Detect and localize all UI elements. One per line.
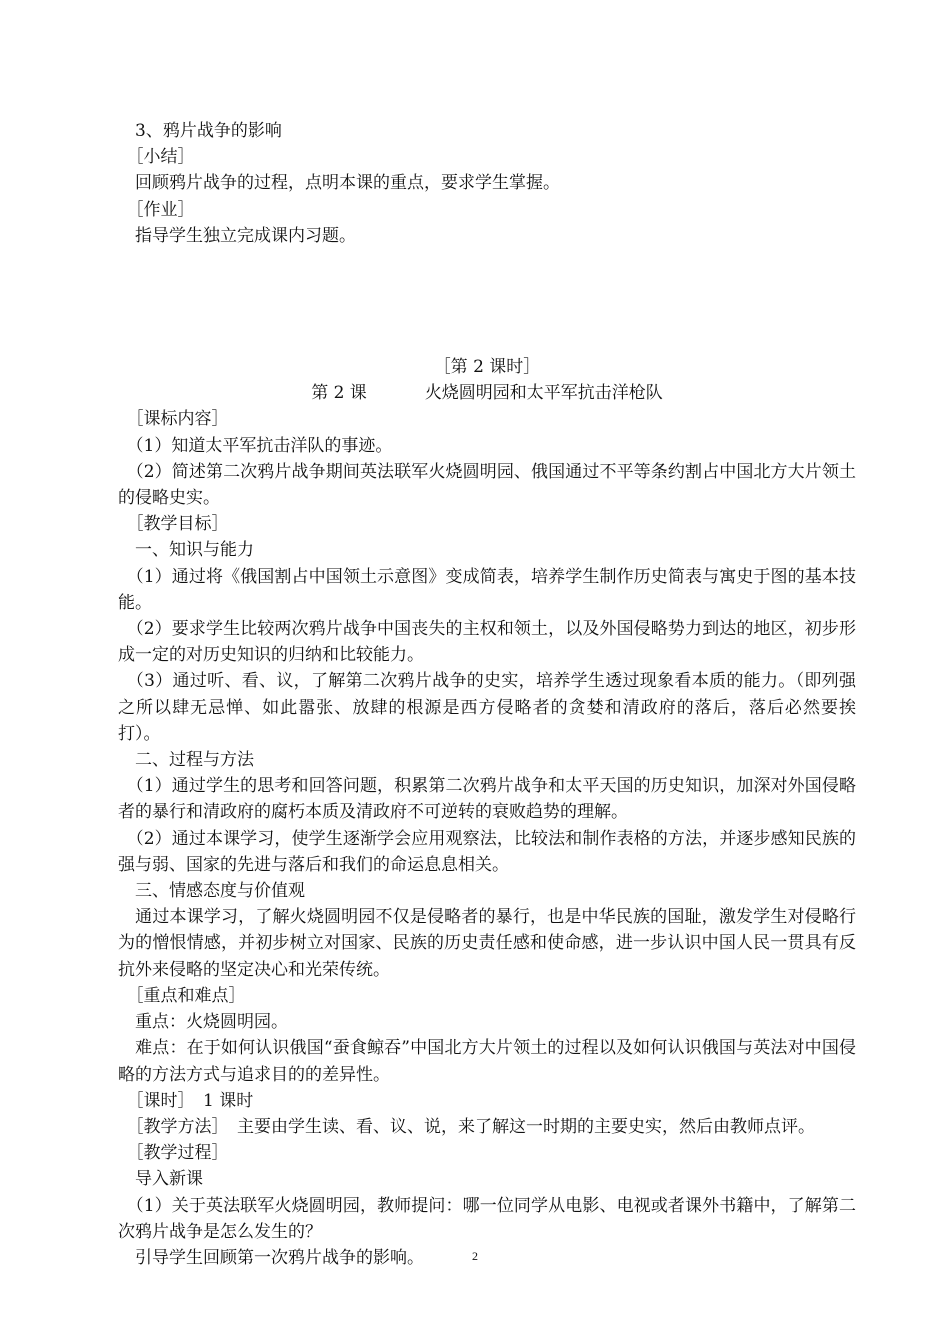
- paragraph: 回顾鸦片战争的过程，点明本课的重点，要求学生掌握。: [118, 173, 560, 194]
- paragraph: ［课标内容］: [118, 409, 229, 430]
- paragraph: （1）通过将《俄国割占中国领土示意图》变成简表，培养学生制作历史简表与寓史于图的基本技能。: [118, 566, 856, 613]
- paragraph: 三、情感态度与价值观: [118, 881, 305, 902]
- paragraph: 导入新课: [118, 1169, 203, 1190]
- lesson-title: 火烧圆明园和太平军抗击洋枪队: [424, 383, 663, 404]
- paragraph: ［重点和难点］: [118, 985, 246, 1006]
- paragraph: ［教学方法］ 主要由学生读、看、议、说，来了解这一时期的主要史实，然后由教师点评。: [118, 1116, 815, 1137]
- paragraph: 指导学生独立完成课内习题。: [118, 225, 356, 246]
- paragraph: 3、鸦片战争的影响: [118, 121, 282, 141]
- paragraph: 一、知识与能力: [118, 540, 254, 561]
- lesson-period-heading: ［第 2 课时］: [433, 357, 541, 378]
- paragraph: （1）通过学生的思考和回答问题，积累第二次鸦片战争和太平天国的历史知识，加深对外国侵略者的暴行和清政府的腐朽本质及清政府不可逆转的衰败趋势的理解。: [118, 776, 856, 823]
- lesson-number: 第 2 课: [311, 383, 367, 404]
- paragraph: ［教学目标］: [118, 514, 229, 535]
- page-content: [118, 118, 856, 1271]
- paragraph: （3）通过听、看、议，了解第二次鸦片战争的史实，培养学生透过现象看本质的能力。（即列强之所以肆无忌惮、如此嚣张、放肆的根源是西方侵略者的贪婪和清政府的落后，落后必然要挨打）。: [118, 671, 856, 744]
- summary-section: [118, 118, 856, 249]
- paragraph: 重点：火烧圆明园。: [118, 1012, 288, 1033]
- paragraph: （1）关于英法联军火烧圆明园，教师提问：哪一位同学从电影、电视或者课外书籍中，了解第二次鸦片战争是怎么发生的？: [118, 1195, 856, 1242]
- paragraph: ［教学过程］: [118, 1143, 229, 1164]
- lesson-title-heading: [118, 380, 856, 406]
- paragraph: 二、过程与方法: [118, 750, 254, 771]
- lesson-plan-body: [118, 406, 856, 1271]
- page-number: 2: [472, 1249, 478, 1263]
- paragraph: ［作业］: [118, 199, 195, 220]
- paragraph: 难点：在于如何认识俄国“蚕食鲸吞”中国北方大片领土的过程以及如何认识俄国与英法对中国侵略的方法方式与追求目的的差异性。: [118, 1038, 856, 1085]
- paragraph: （2）简述第二次鸦片战争期间英法联军火烧圆明园、俄国通过不平等条约割占中国北方大片领土的侵略史实。: [118, 461, 856, 509]
- paragraph: ［课时］ 1 课时: [118, 1090, 254, 1111]
- paragraph: （2）通过本课学习，使学生逐渐学会应用观察法，比较法和制作表格的方法，并逐步感知民族的强与弱、国家的先进与落后和我们的命运息息相关。: [118, 828, 856, 875]
- paragraph: （1）知道太平军抗击洋队的事迹。: [118, 435, 393, 456]
- paragraph: 引导学生回顾第一次鸦片战争的影响。: [118, 1247, 424, 1268]
- paragraph: ［小结］: [118, 147, 195, 168]
- paragraph: （2）要求学生比较两次鸦片战争中国丧失的主权和领土，以及外国侵略势力到达的地区，初步形成一定的对历史知识的归纳和比较能力。: [118, 619, 856, 666]
- section-gap: [118, 249, 856, 354]
- paragraph: 通过本课学习，了解火烧圆明园不仅是侵略者的暴行，也是中华民族的国耻，激发学生对侵略行为的憎恨情感，并初步树立对国家、民族的历史责任感和使命感，进一步认识中国人民一贯具有反抗外来侵略的坚定决心和光荣传统。: [118, 907, 856, 980]
